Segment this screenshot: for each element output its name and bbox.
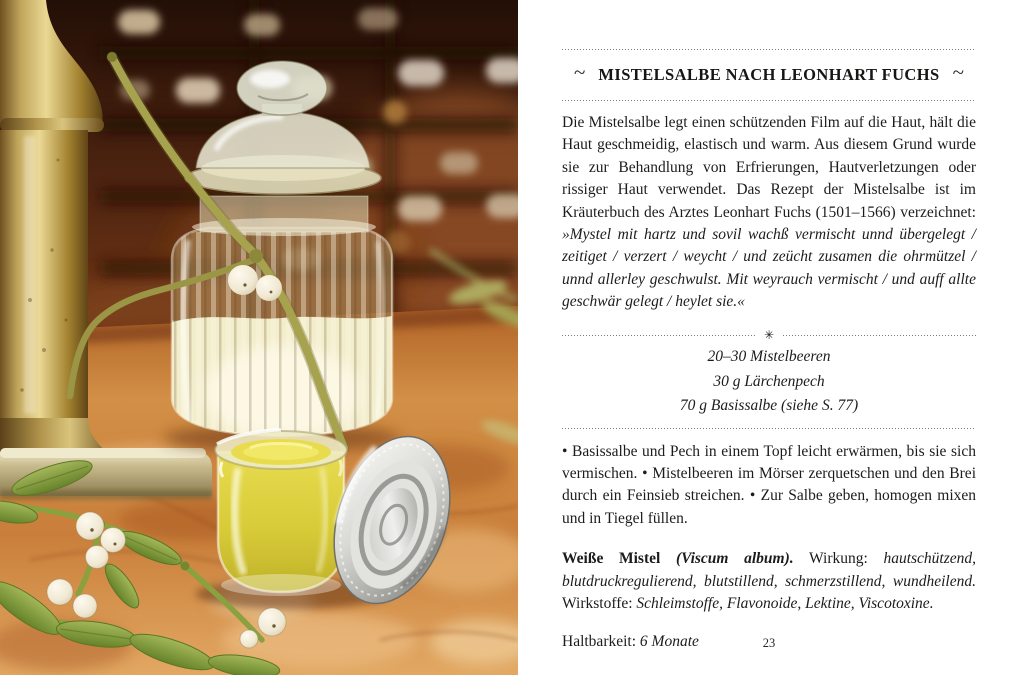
effect-list: hautschützend, blutdruckregulierend, blutstillend, schmerzstillend, wundheilend. [562, 550, 976, 590]
ingredient-line: 20–30 Mistelbeeren [707, 348, 831, 366]
shelf-life-label: Haltbarkeit: [562, 632, 640, 650]
dotted-rule [562, 100, 976, 101]
plant-note-paragraph [562, 548, 976, 615]
dotted-rule [783, 335, 976, 336]
intro-text: Die Mistelsalbe legt einen schützenden Film auf die Haut, hält die Haut geschmeidig, elastisch und warm. Aus diesem Grund wurde sie zur Behandlung von Erfrierungen, Hautverletzungen oder rissiger Haut verwendet. Das Rezept der Mistelsalbe ist im Kräuterbuch des Arztes Leonhart Fuchs (1501–1566) verzeichnet: [562, 114, 976, 221]
instructions-paragraph [562, 441, 976, 531]
ingredient-list [562, 345, 976, 419]
instruction-step: • Mistelbeeren im Mörser zerquetschen und den Brei durch ein Feinsieb streichen. [562, 465, 976, 505]
ingredient-line: 30 g Lärchenpech [713, 372, 825, 390]
page-number: 23 [762, 636, 776, 650]
substances-label: Wirkstoffe: [562, 595, 637, 613]
plant-latin-name: (Viscum album). [675, 550, 794, 568]
recipe-page [518, 0, 1024, 675]
dotted-rule [562, 335, 755, 336]
recipe-title: MISTELSALBE NACH LEONHART FUCHS [598, 65, 940, 84]
instruction-step: • Zur Salbe geben, homogen mixen und in Tiegel füllen. [562, 487, 977, 527]
plant-name: Weiße Mistel [562, 550, 676, 568]
shelf-life-value: 6 Monate [639, 632, 699, 650]
text-column [562, 0, 976, 675]
historical-quote: »Mystel mit hartz und sovil wachß vermischt unnd übergelegt / zeitiget / verzert / weycht / und zeücht zusamen die ohrmützel / unnd allerley geschwulst. Mit weyrauch vermischt / und auff allte geschwär gelegt / heylet sie.« [562, 226, 976, 311]
instruction-step: • Basissalbe und Pech in einem Topf leicht erwärmen, bis sie sich vermischen. [562, 442, 976, 483]
title-row [562, 50, 976, 100]
substances-list: Schleimstoffe, Flavonoide, Lektine, Viscotoxine. [636, 595, 934, 613]
title-ornament-right: ~ [952, 59, 964, 84]
asterisk-divider-icon: ✳ [763, 328, 775, 343]
title-ornament-left: ~ [574, 59, 586, 84]
asterisk-divider [562, 329, 976, 341]
ingredient-line: 70 g Basissalbe (siehe S. 77) [679, 397, 859, 415]
dotted-rule [562, 428, 976, 429]
effect-label: Wirkung: [793, 550, 884, 568]
intro-paragraph [562, 112, 976, 314]
